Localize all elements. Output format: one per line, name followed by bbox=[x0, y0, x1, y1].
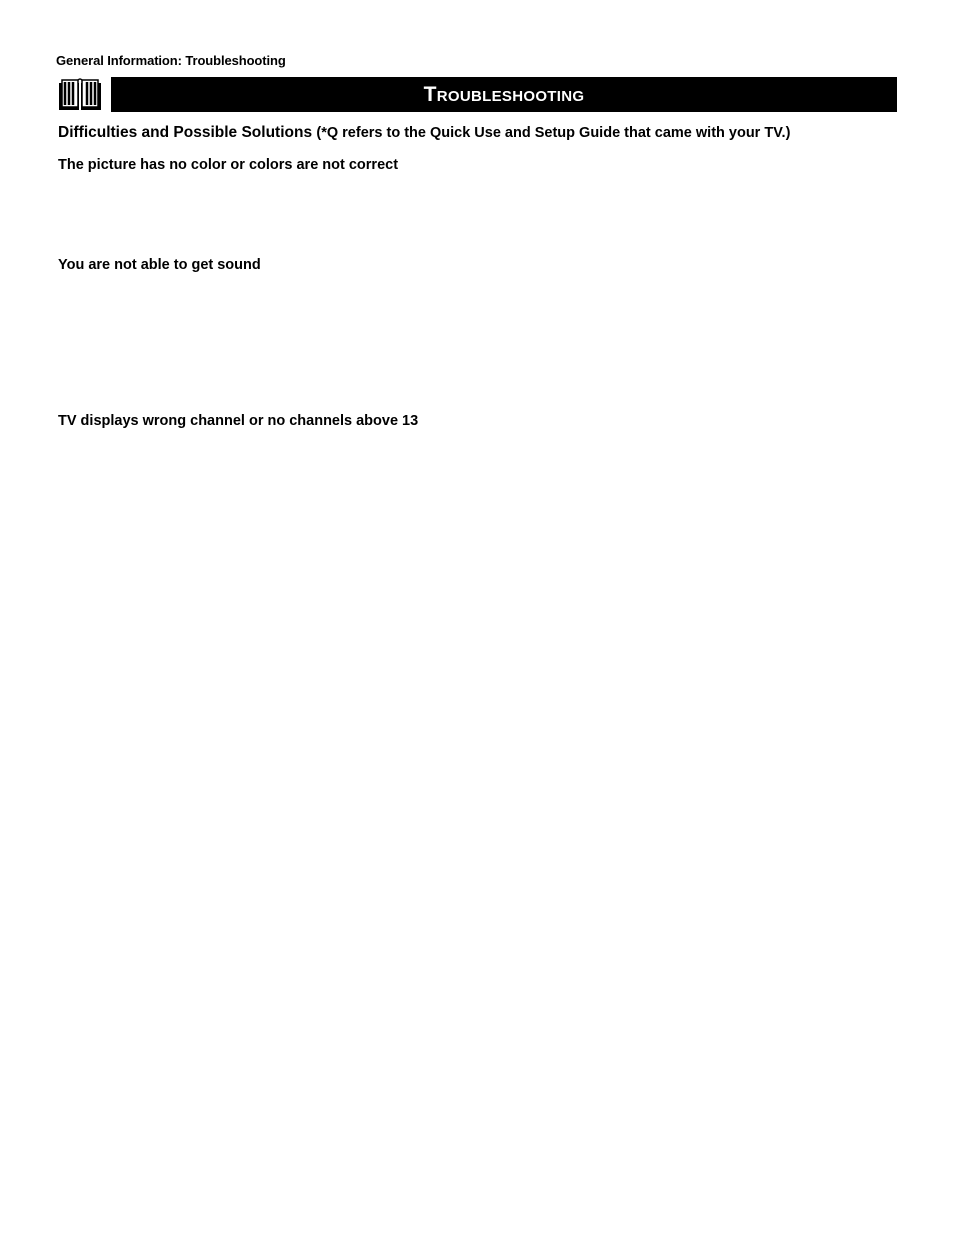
section-heading-text: Difficulties and Possible Solutions bbox=[58, 124, 313, 141]
issue-no-sound: You are not able to get sound bbox=[58, 257, 261, 273]
issue-wrong-channel: TV displays wrong channel or no channels above 13 bbox=[58, 413, 419, 429]
section-heading bbox=[58, 124, 790, 142]
section-heading-note: (*Q refers to the Quick Use and Setup Guide that came with your TV.) bbox=[316, 125, 791, 141]
open-book-icon bbox=[57, 77, 103, 112]
issue-no-color: The picture has no color or colors are not correct bbox=[58, 157, 399, 173]
title-bar bbox=[111, 77, 897, 112]
breadcrumb: General Information: Troubleshooting bbox=[56, 53, 286, 68]
page-title: Troubleshooting bbox=[423, 82, 585, 106]
